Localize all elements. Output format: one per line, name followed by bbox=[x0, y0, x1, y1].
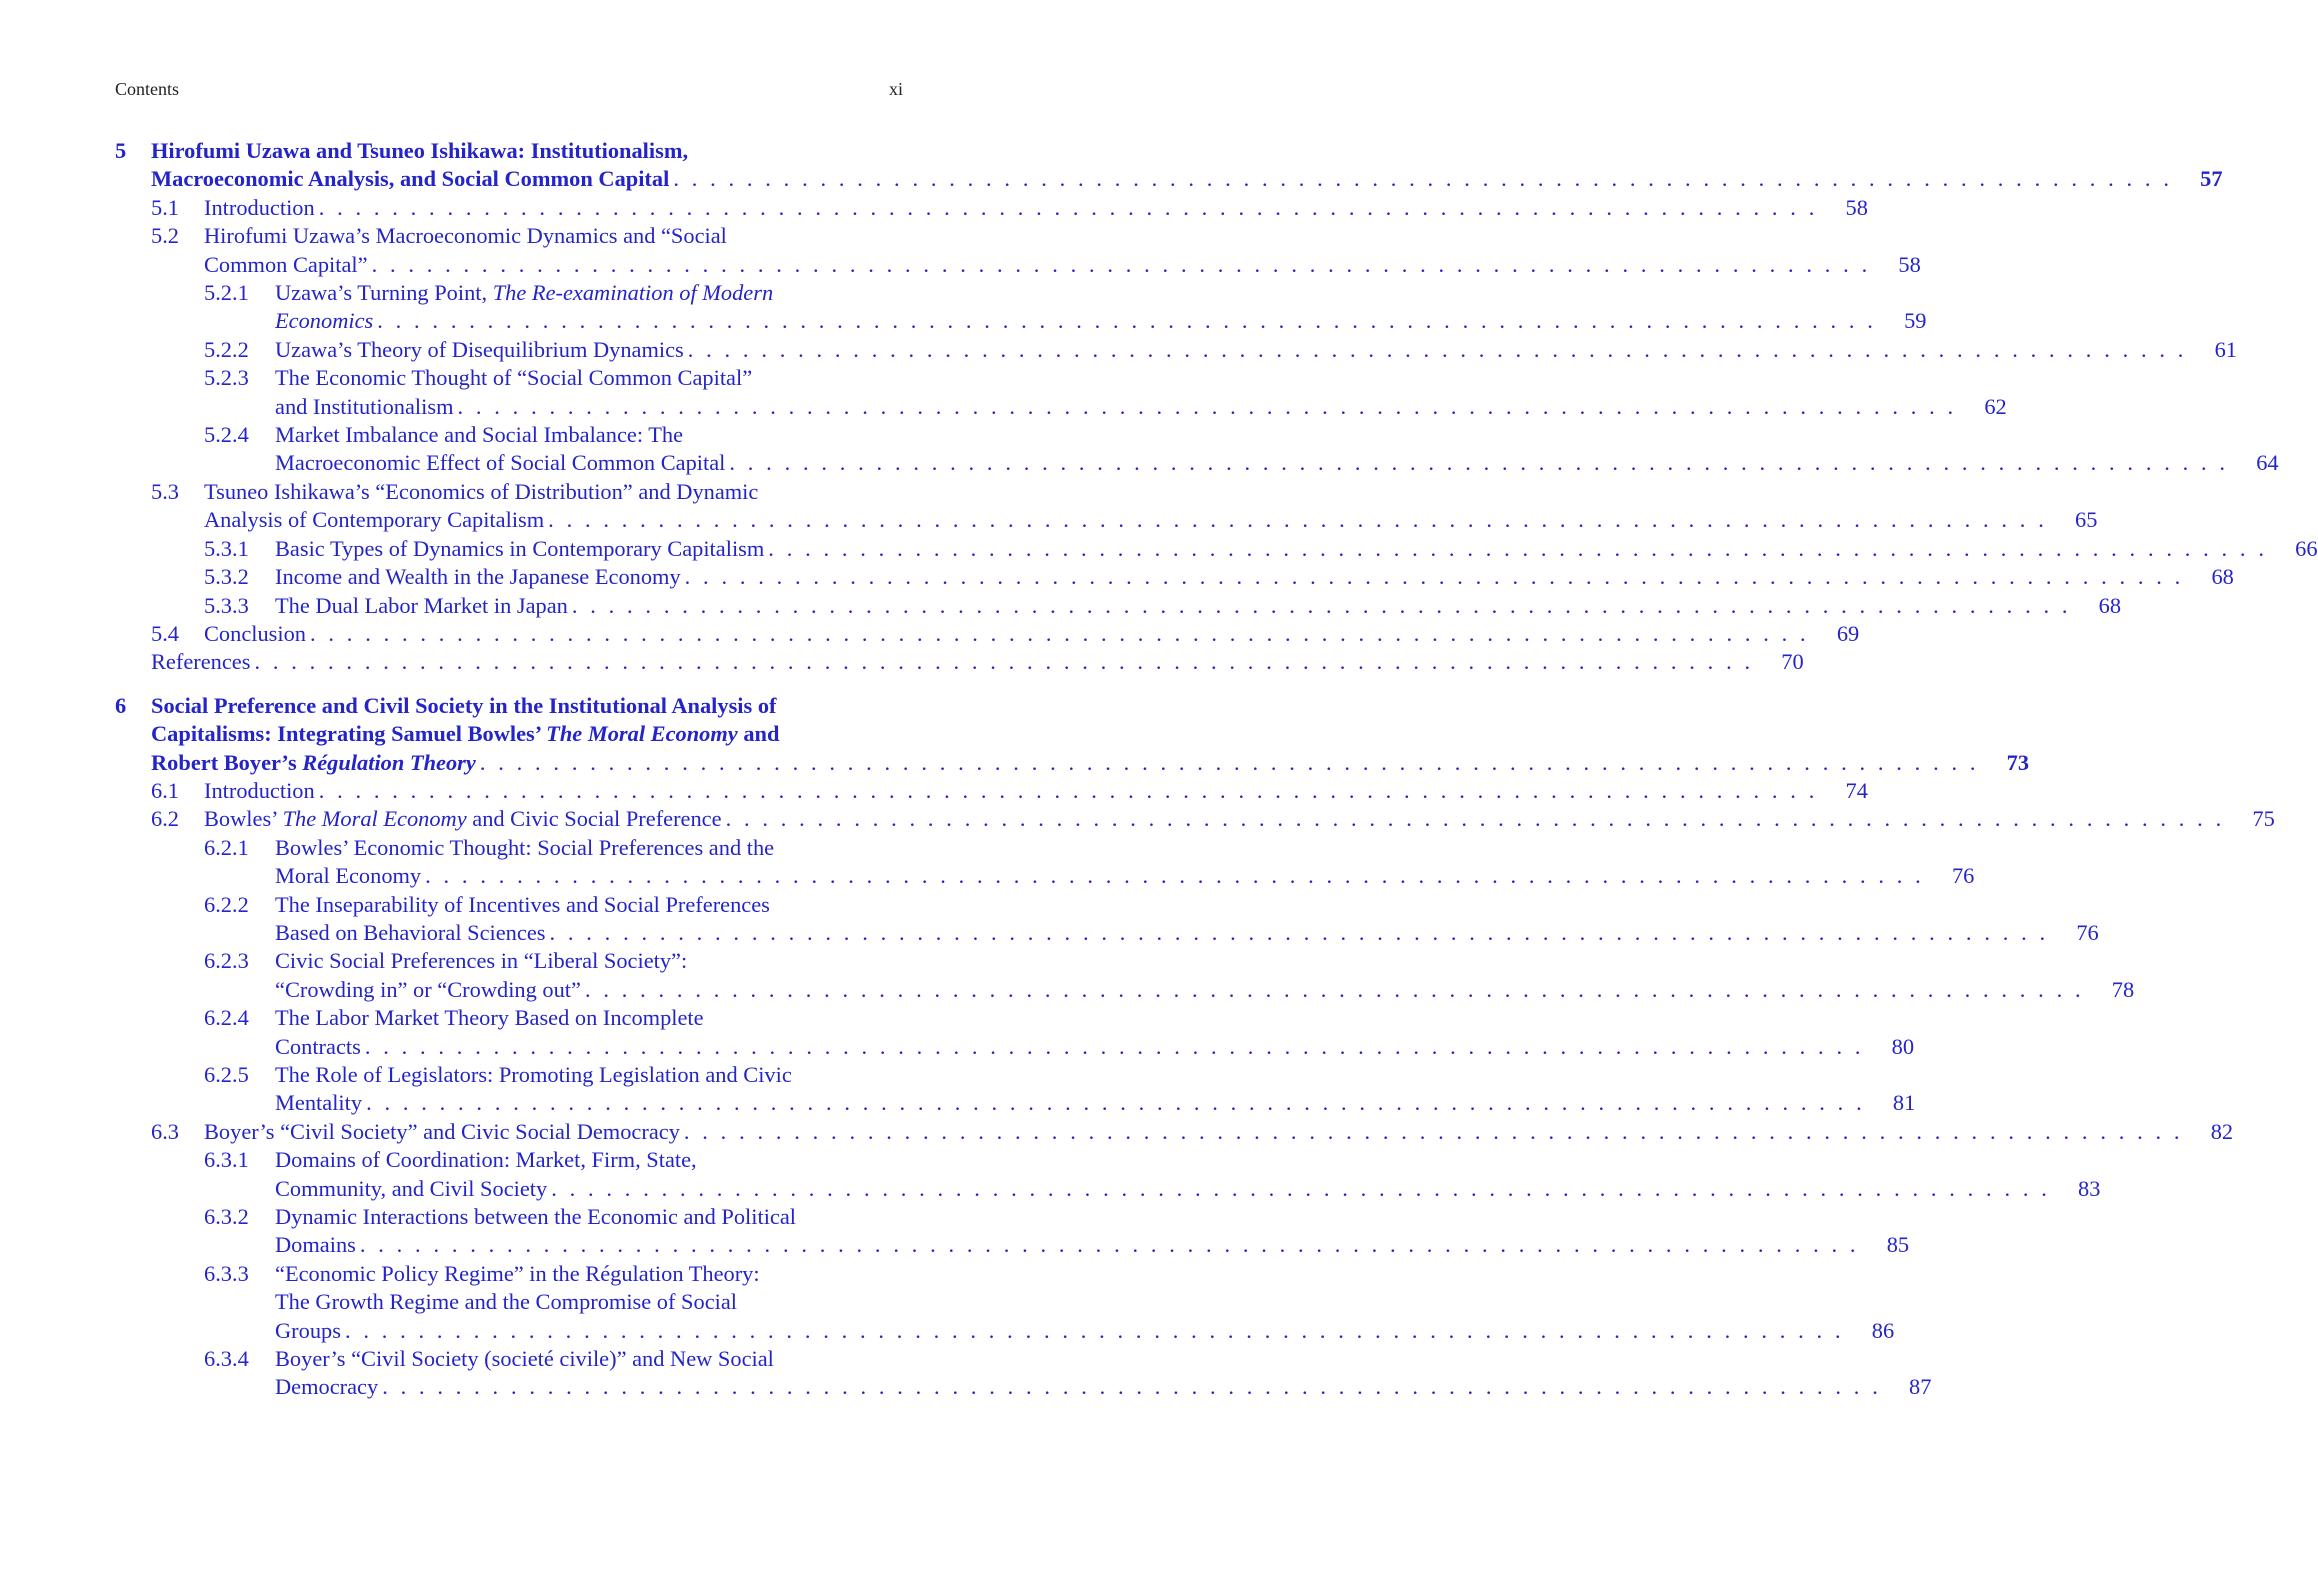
toc-section-5-2[interactable] bbox=[151, 222, 1921, 279]
page-number: 76 bbox=[2076, 919, 2099, 945]
subsection-title: Uzawa’s Theory of Disequilibrium Dynamics bbox=[275, 336, 684, 362]
leader-dots bbox=[548, 506, 2047, 534]
leader-dots bbox=[673, 165, 2172, 193]
chapter-title-line: Macroeconomic Analysis, and Social Common Capital bbox=[151, 166, 670, 192]
subsection-title-line: and Institutionalism bbox=[275, 393, 454, 419]
leader-dots bbox=[572, 592, 2071, 620]
leader-dots bbox=[319, 777, 1818, 805]
toc-subsection-6-2-2[interactable] bbox=[204, 891, 2099, 948]
subsection-number: 6.2.2 bbox=[204, 891, 249, 917]
subsection-number: 6.2.4 bbox=[204, 1005, 249, 1031]
section-number: 6.3 bbox=[151, 1118, 179, 1144]
page-number: 70 bbox=[1781, 649, 1804, 675]
subsection-number: 5.2.2 bbox=[204, 336, 249, 362]
title-text: Uzawa’s Turning Point, bbox=[275, 280, 493, 306]
toc-subsection-5-3-2[interactable] bbox=[204, 563, 2234, 591]
chapter-title-line bbox=[151, 749, 476, 777]
leader-dots bbox=[319, 194, 1818, 222]
leader-dots bbox=[360, 1231, 1859, 1259]
subsection-title-line: The Growth Regime and the Compromise of Social bbox=[275, 1289, 738, 1315]
leader-dots bbox=[768, 535, 2267, 563]
toc-subsection-5-2-1[interactable] bbox=[204, 279, 1927, 336]
toc-subsection-5-2-3[interactable] bbox=[204, 364, 2007, 421]
toc-subsection-6-2-5[interactable] bbox=[204, 1061, 1916, 1118]
page-number: 73 bbox=[2006, 749, 2030, 775]
subsection-title-line: Based on Behavioral Sciences bbox=[275, 919, 546, 945]
subsection-number: 5.3.2 bbox=[204, 564, 249, 590]
subsection-title-line: Macroeconomic Effect of Social Common Capital bbox=[275, 450, 726, 476]
leader-dots bbox=[684, 1118, 2183, 1146]
page-number: 75 bbox=[2252, 806, 2275, 832]
leader-dots bbox=[365, 1033, 1864, 1061]
subsection-number: 5.3.1 bbox=[204, 535, 249, 561]
section-title-line: Hirofumi Uzawa’s Macroeconomic Dynamics and “Social bbox=[204, 223, 727, 249]
subsection-title-line: The Role of Legislators: Promoting Legislation and Civic bbox=[275, 1062, 792, 1087]
subsection-number: 6.2.3 bbox=[204, 948, 249, 974]
subsection-title: Basic Types of Dynamics in Contemporary Capitalism bbox=[275, 535, 765, 561]
chapter-number: 6 bbox=[115, 692, 127, 718]
section-title: Introduction bbox=[204, 777, 315, 803]
subsection-title-line: Dynamic Interactions between the Economic and Political bbox=[275, 1204, 797, 1230]
subsection-title-line: Groups bbox=[275, 1317, 341, 1343]
running-head bbox=[115, 76, 903, 102]
subsection-title-line: “Crowding in” or “Crowding out” bbox=[275, 976, 581, 1002]
toc-section-6-2[interactable] bbox=[151, 805, 2275, 833]
toc-subsection-5-2-4[interactable] bbox=[204, 421, 2279, 478]
page-number: 69 bbox=[1836, 620, 1860, 646]
toc-section-6-1[interactable] bbox=[151, 777, 1868, 805]
leader-dots bbox=[458, 393, 1957, 421]
subsection-title-line: The Economic Thought of “Social Common Capital” bbox=[275, 365, 753, 391]
toc-references-ch5[interactable] bbox=[151, 648, 1804, 676]
toc-subsection-6-2-4[interactable] bbox=[204, 1004, 1915, 1061]
page-number: 62 bbox=[1984, 393, 2007, 419]
subsection-title-line: Market Imbalance and Social Imbalance: The bbox=[275, 422, 684, 448]
page-number: 58 bbox=[1845, 194, 1868, 220]
page-number: 78 bbox=[2111, 976, 2135, 1002]
page-number: 83 bbox=[2078, 1175, 2101, 1201]
leader-dots bbox=[726, 805, 2225, 833]
chapter-title-line: Hirofumi Uzawa and Tsuneo Ishikawa: Institutionalism, bbox=[151, 138, 689, 163]
chapter-gap bbox=[115, 677, 903, 692]
page-number: 86 bbox=[1871, 1317, 1895, 1343]
section-number: 5.4 bbox=[151, 620, 179, 646]
subsection-title-line: Moral Economy bbox=[275, 863, 422, 889]
leader-dots bbox=[685, 563, 2184, 591]
page-number: 74 bbox=[1845, 777, 1868, 803]
chapter-number: 5 bbox=[115, 138, 127, 163]
subsection-title-line: Civic Social Preferences in “Liberal Society”: bbox=[275, 948, 688, 974]
page-number: 81 bbox=[1892, 1090, 1916, 1116]
leader-dots bbox=[480, 749, 1979, 777]
subsection-number: 5.3.3 bbox=[204, 592, 249, 618]
section-title: Conclusion bbox=[204, 620, 307, 646]
section-title-line: Common Capital” bbox=[204, 251, 368, 277]
subsection-title: Income and Wealth in the Japanese Economy bbox=[275, 564, 681, 590]
section-number: 5.3 bbox=[151, 478, 179, 504]
chapter-title-line: Social Preference and Civil Society in the Institutional Analysis of bbox=[151, 692, 777, 718]
subsection-title-line: Community, and Civil Society bbox=[275, 1175, 548, 1201]
page-number: 80 bbox=[1891, 1033, 1915, 1059]
page-number: 59 bbox=[1904, 308, 1927, 334]
toc-chapter-5[interactable] bbox=[115, 137, 2223, 194]
subsection-title-line: Boyer’s “Civil Society (societé civile)” and New Social bbox=[275, 1346, 774, 1372]
book-title-italic: The Re-examination of Modern bbox=[492, 280, 774, 306]
subsection-title-line: Domains of Coordination: Market, Firm, State, bbox=[275, 1147, 697, 1173]
references-title: References bbox=[151, 649, 251, 675]
title-text: Robert Boyer’s bbox=[151, 749, 303, 775]
section-number: 5.2 bbox=[151, 223, 179, 249]
toc-subsection-6-3-4[interactable] bbox=[204, 1345, 1932, 1402]
running-head-title: Contents bbox=[115, 79, 180, 99]
toc-section-5-4[interactable] bbox=[151, 620, 1860, 648]
subsection-title-line: Mentality bbox=[275, 1090, 363, 1116]
page-number: 66 bbox=[2295, 535, 2318, 561]
leader-dots bbox=[366, 1089, 1865, 1117]
toc-chapter-6[interactable] bbox=[115, 692, 2030, 777]
title-text: and bbox=[737, 721, 780, 747]
leader-dots bbox=[688, 336, 2187, 364]
toc-section-6-3[interactable] bbox=[151, 1118, 2234, 1146]
leader-dots bbox=[551, 1175, 2050, 1203]
subsection-title-line: The Inseparability of Incentives and Social Preferences bbox=[275, 891, 770, 917]
subsection-title-line: Contracts bbox=[275, 1033, 361, 1059]
toc-subsection-6-3-3[interactable] bbox=[204, 1260, 1895, 1345]
subsection-number: 6.3.3 bbox=[204, 1260, 249, 1286]
leader-dots bbox=[254, 648, 1753, 676]
leader-dots bbox=[425, 862, 1924, 890]
section-number: 6.1 bbox=[151, 777, 179, 803]
chapter-title-line bbox=[151, 720, 2029, 748]
subsection-number: 5.2.1 bbox=[204, 280, 249, 306]
subsection-title-line: Democracy bbox=[275, 1374, 379, 1400]
leader-dots bbox=[549, 919, 2048, 947]
subsection-number: 5.2.4 bbox=[204, 422, 249, 448]
leader-dots bbox=[310, 620, 1809, 648]
leader-dots bbox=[345, 1317, 1844, 1345]
leader-dots bbox=[585, 976, 2084, 1004]
page-number: 58 bbox=[1898, 251, 1921, 277]
subsection-number: 6.3.1 bbox=[204, 1147, 249, 1173]
toc-subsection-6-2-1[interactable] bbox=[204, 834, 1975, 891]
title-text: Capitalisms: Integrating Samuel Bowles’ bbox=[151, 721, 547, 747]
toc-subsection-5-3-3[interactable] bbox=[204, 592, 2122, 620]
page-number: xi bbox=[888, 79, 903, 99]
subsection-number: 5.2.3 bbox=[204, 365, 249, 391]
section-number: 6.2 bbox=[151, 806, 179, 832]
page-number: 76 bbox=[1951, 863, 1975, 889]
subsection-title-line: The Labor Market Theory Based on Incomplete bbox=[275, 1005, 704, 1031]
page-number: 82 bbox=[2210, 1118, 2234, 1144]
toc-section-5-1[interactable] bbox=[151, 194, 1868, 222]
leader-dots bbox=[377, 307, 1876, 335]
page-number: 68 bbox=[2211, 564, 2234, 590]
section-title: Boyer’s “Civil Society” and Civic Social Democracy bbox=[204, 1118, 680, 1144]
leader-dots bbox=[382, 1373, 1881, 1401]
subsection-title-line bbox=[275, 279, 1926, 307]
subsection-title-line: “Economic Policy Regime” in the Régulation Theory: bbox=[275, 1260, 760, 1286]
section-number: 5.1 bbox=[151, 194, 179, 220]
section-title bbox=[204, 805, 722, 833]
subsection-number: 6.2.5 bbox=[204, 1062, 249, 1087]
subsection-number: 6.3.2 bbox=[204, 1204, 249, 1230]
subsection-title-line: Bowles’ Economic Thought: Social Preferences and the bbox=[275, 834, 775, 860]
table-of-contents bbox=[115, 137, 2318, 1402]
book-title-italic: The Moral Economy bbox=[546, 721, 738, 747]
page-number: 85 bbox=[1886, 1232, 1910, 1258]
page-number: 57 bbox=[2200, 166, 2223, 192]
leader-dots bbox=[729, 449, 2228, 477]
subsection-number: 6.3.4 bbox=[204, 1346, 249, 1372]
subsection-title: The Dual Labor Market in Japan bbox=[275, 592, 568, 618]
page-number: 68 bbox=[2098, 592, 2122, 618]
toc-subsection-6-3-2[interactable] bbox=[204, 1203, 1910, 1260]
section-title-line: Analysis of Contemporary Capitalism bbox=[204, 507, 545, 533]
toc-subsection-6-2-3[interactable] bbox=[204, 947, 2135, 1004]
toc-subsection-5-2-2[interactable] bbox=[204, 336, 2237, 364]
book-title-italic: Economics bbox=[275, 308, 374, 334]
page-number: 87 bbox=[1909, 1374, 1932, 1400]
toc-subsection-6-3-1[interactable] bbox=[204, 1146, 2101, 1203]
section-title-line: Tsuneo Ishikawa’s “Economics of Distribution” and Dynamic bbox=[204, 478, 759, 504]
title-text: Bowles’ bbox=[204, 806, 283, 832]
page-number: 64 bbox=[2256, 450, 2279, 476]
section-title: Introduction bbox=[204, 194, 315, 220]
book-title-italic: The Moral Economy bbox=[282, 806, 467, 832]
title-text: and Civic Social Preference bbox=[466, 806, 722, 832]
subsection-number: 6.2.1 bbox=[204, 834, 249, 860]
subsection-title-line: Domains bbox=[275, 1232, 356, 1258]
toc-section-5-3[interactable] bbox=[151, 478, 2098, 535]
page-number: 61 bbox=[2214, 336, 2237, 362]
book-title-italic: Régulation Theory bbox=[302, 749, 476, 775]
toc-subsection-5-3-1[interactable] bbox=[204, 535, 2318, 563]
leader-dots bbox=[372, 251, 1871, 279]
page-number: 65 bbox=[2075, 507, 2098, 533]
